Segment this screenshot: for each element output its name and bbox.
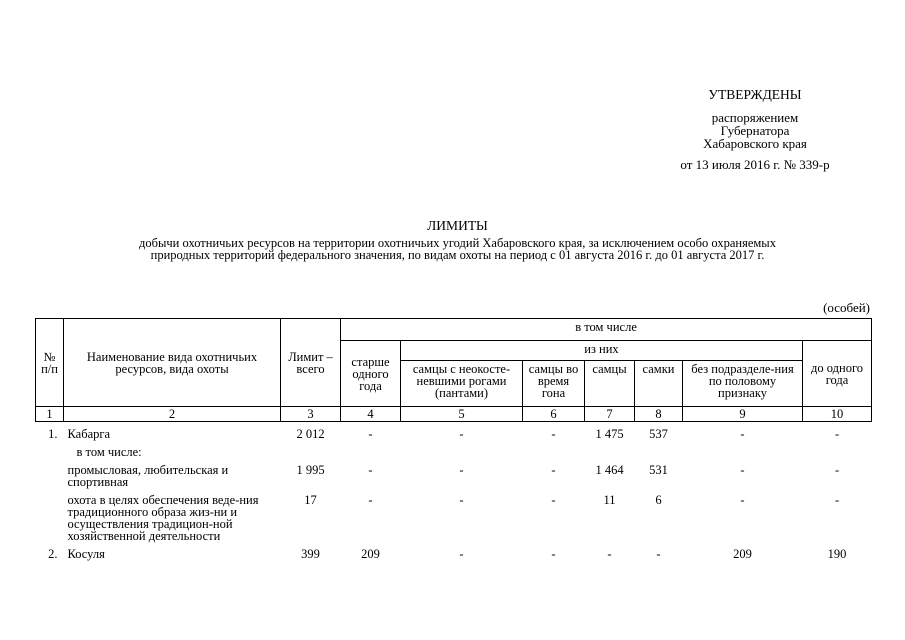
row-num xyxy=(36,458,64,488)
row-col10 xyxy=(803,440,872,458)
column-number: 10 xyxy=(803,407,872,422)
header-limit: Лимит – всего xyxy=(281,319,341,407)
row-num xyxy=(36,488,64,542)
approval-line-2: Губернатора xyxy=(720,123,790,138)
row-col5 xyxy=(401,440,523,458)
row-num: 2. xyxy=(48,547,58,561)
row-older: - xyxy=(368,493,373,507)
row-older xyxy=(341,440,401,458)
header-num: № п/п xyxy=(36,319,64,407)
row-col8: 537 xyxy=(649,427,668,441)
row-older: 209 xyxy=(361,547,380,561)
row-name: охота в целях обеспечения веде-ния традиционного образа жиз-ни и осуществления традицион-ной хозяйственной деятельности xyxy=(67,493,259,543)
row-col10: 190 xyxy=(827,547,847,561)
document-title: ЛИМИТЫ xyxy=(427,218,488,233)
approval-line-3: Хабаровского края xyxy=(703,136,807,151)
column-number: 3 xyxy=(281,407,341,422)
table-row xyxy=(36,440,872,458)
header-under-one: до одного года xyxy=(803,341,872,407)
header-males-unossified: самцы с неокосте-невшими рогами (пантами) xyxy=(401,361,523,407)
approval-block xyxy=(640,88,870,171)
row-older: - xyxy=(368,463,373,477)
units-label: (особей) xyxy=(823,300,870,315)
row-name: Кабарга xyxy=(67,427,111,441)
limits-table xyxy=(35,318,872,560)
row-col8: - xyxy=(656,547,661,561)
table-row xyxy=(36,542,872,560)
row-col5: - xyxy=(459,547,464,561)
row-col8 xyxy=(635,440,683,458)
row-col6: - xyxy=(551,427,556,441)
header-males: самцы xyxy=(585,361,635,407)
column-number: 8 xyxy=(635,407,683,422)
row-col8: 6 xyxy=(655,493,662,507)
row-limit: 2 012 xyxy=(296,427,325,441)
table-row xyxy=(36,488,872,542)
header-males-rut: самцы во время гона xyxy=(523,361,585,407)
approval-line-1: распоряжением xyxy=(711,110,799,125)
row-col5: - xyxy=(459,463,464,477)
row-col10: - xyxy=(834,493,840,507)
row-col9 xyxy=(683,440,803,458)
document-subtitle-line-1: добычи охотничьих ресурсов на территории охотничьих угодий Хабаровского края, за исключением особо охраняемых xyxy=(139,236,776,250)
row-name: промысловая, любительская и спортивная xyxy=(67,463,229,489)
row-limit: 399 xyxy=(301,547,320,561)
row-col10: - xyxy=(834,427,840,441)
row-col7: - xyxy=(607,547,612,561)
document-subtitle-line-2: природных территорий федерального значения, по видам охоты на период с 01 августа 2016 г. до 01 августа 2017 г. xyxy=(150,248,765,262)
column-number: 4 xyxy=(341,407,401,422)
header-older: старше одного года xyxy=(341,341,401,407)
row-col8: 531 xyxy=(649,463,668,477)
approval-date: от 13 июля 2016 г. № 339-р xyxy=(680,157,830,172)
row-limit: 1 995 xyxy=(296,463,325,477)
row-col6: - xyxy=(551,463,556,477)
row-col9: - xyxy=(740,427,745,441)
column-number: 7 xyxy=(585,407,635,422)
table-row xyxy=(36,422,872,441)
column-number: 9 xyxy=(683,407,803,422)
column-number: 5 xyxy=(401,407,523,422)
row-col9: - xyxy=(740,493,745,507)
table-row xyxy=(36,458,872,488)
column-number: 2 xyxy=(64,407,281,422)
row-col9: 209 xyxy=(733,547,752,561)
row-col10: - xyxy=(834,463,840,477)
row-col5: - xyxy=(459,427,464,441)
row-col6 xyxy=(523,440,585,458)
row-num: 1. xyxy=(48,427,58,441)
header-females: самки xyxy=(635,361,683,407)
row-older: - xyxy=(368,427,373,441)
row-col7: 1 475 xyxy=(595,427,624,441)
row-name: Косуля xyxy=(67,547,105,561)
column-number: 6 xyxy=(523,407,585,422)
row-col6: - xyxy=(551,547,556,561)
column-number: 1 xyxy=(36,407,64,422)
header-no-sex: без подразделе-ния по половому признаку xyxy=(683,361,803,407)
row-col5: - xyxy=(459,493,464,507)
header-of-them: из них xyxy=(401,341,803,361)
row-col9: - xyxy=(740,463,745,477)
header-name: Наименование вида охотничьих ресурсов, вида охоты xyxy=(64,319,281,407)
document-title-block xyxy=(30,219,885,261)
header-including: в том числе xyxy=(341,319,872,341)
row-limit xyxy=(281,440,341,458)
row-col6: - xyxy=(551,493,556,507)
approval-heading: УТВЕРЖДЕНЫ xyxy=(708,87,802,102)
row-col7: 1 464 xyxy=(595,463,624,477)
row-col7: 11 xyxy=(603,493,616,507)
row-col7 xyxy=(585,440,635,458)
row-name: в том числе: xyxy=(76,445,142,459)
row-num xyxy=(36,440,64,458)
row-limit: 17 xyxy=(304,493,317,507)
